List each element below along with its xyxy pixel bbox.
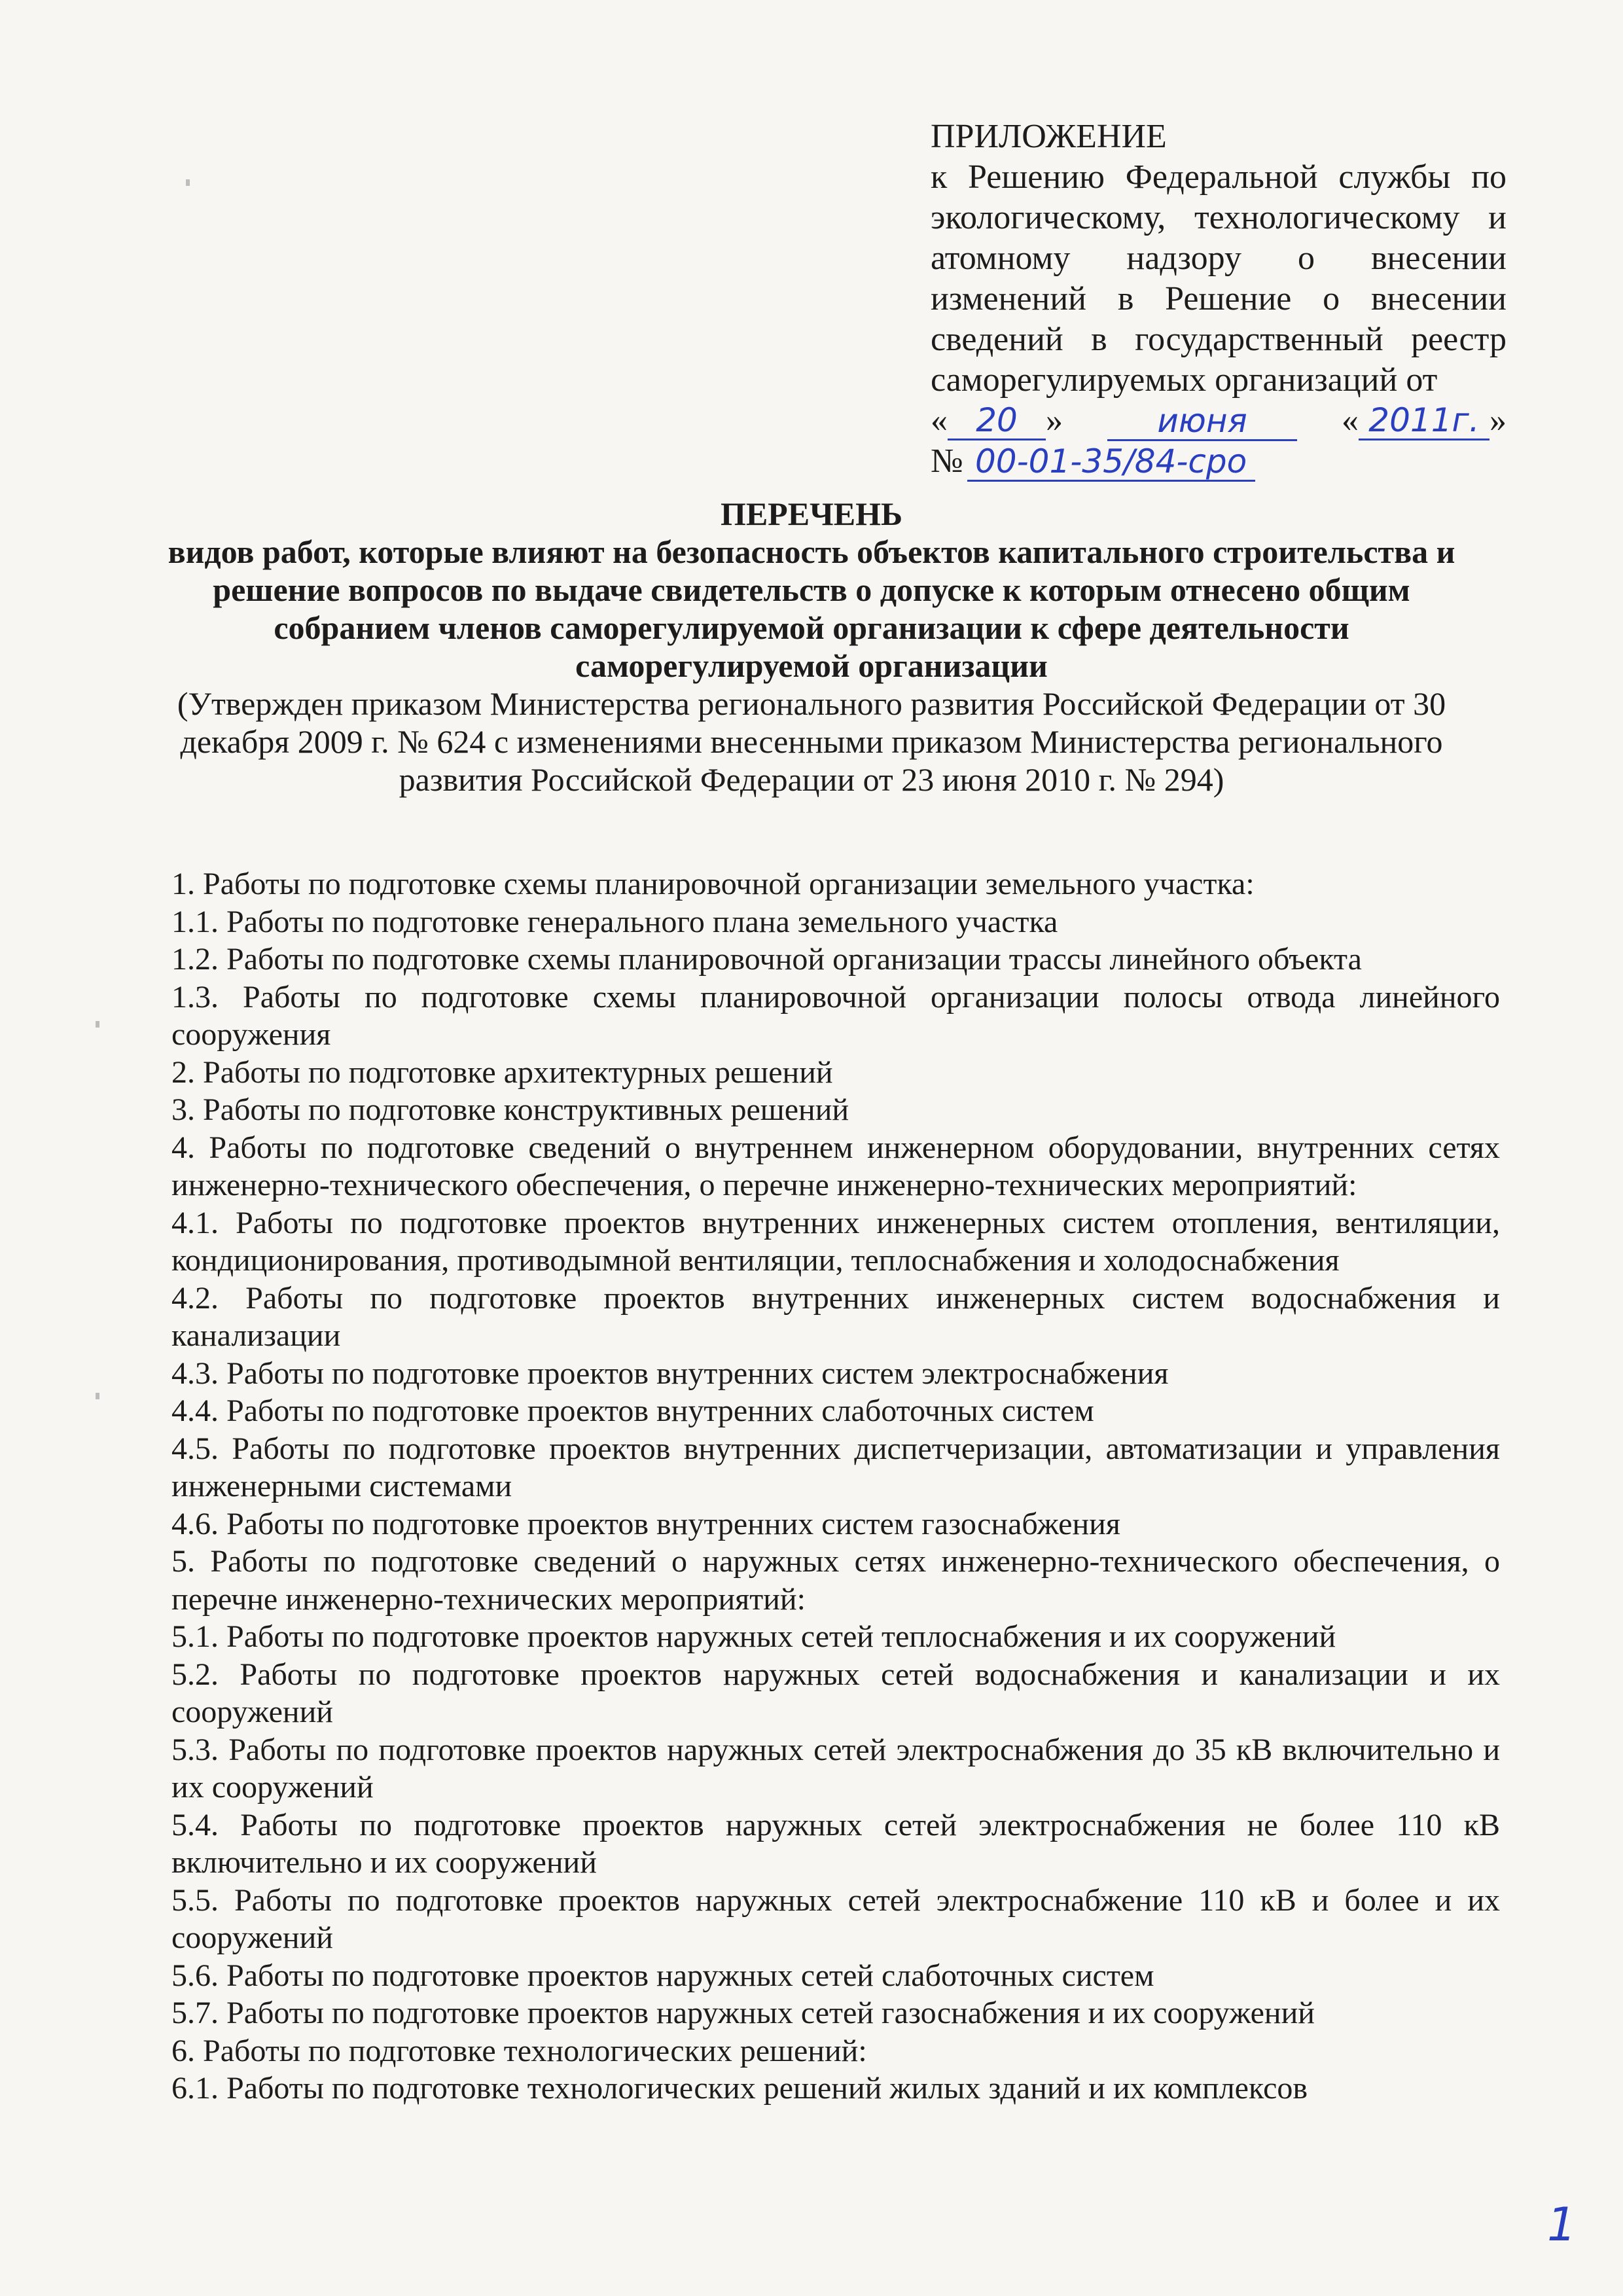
document-title: ПЕРЕЧЕНЬ — [720, 495, 903, 532]
list-item: 4.4. Работы по подготовке проектов внутренних слаботочных систем — [171, 1393, 1094, 1428]
list-item: 4.6. Работы по подготовке проектов внутренних систем газоснабжения — [171, 1506, 1120, 1541]
list-item: 5.5. Работы по подготовке проектов наружных сетей электроснабжение 110 кВ и более и их сооружений — [171, 1882, 1500, 1955]
handwritten-year: 2011г. — [1359, 402, 1489, 440]
list-item: 1. Работы по подготовке схемы планировочной организации земельного участка: — [171, 867, 1255, 901]
handwritten-month: июня — [1107, 403, 1297, 441]
list-item: 5.2. Работы по подготовке проектов наружных сетей водоснабжения и канализации и их сооружений — [171, 1657, 1500, 1729]
works-list — [171, 865, 1500, 2108]
list-item: 1.1. Работы по подготовке генерального плана земельного участка — [171, 904, 1058, 939]
list-item: 4.5. Работы по подготовке проектов внутренних диспетчеризации, автоматизации и управления инженерными системами — [171, 1431, 1500, 1503]
approval-note: (Утвержден приказом Министерства регионального развития Российской Федерации от 30 декабря 2009 г. № 624 с изменениями внесенными приказом Министерства регионального развития Российской Федерации от 23 июня 2010 г. № 294) — [177, 685, 1446, 798]
scan-speck — [96, 1393, 99, 1399]
appendix-block — [931, 117, 1507, 482]
list-item: 5.6. Работы по подготовке проектов наружных сетей слаботочных систем — [171, 1958, 1154, 1993]
handwritten-page-number: 1 — [1547, 2198, 1577, 2251]
document-heading — [157, 495, 1466, 798]
appendix-text: к Решению Федеральной службы по экологическому, технологическому и атомному надзору о внесении изменений в Решение о внесении сведений в государственный реестр саморегулируемых организаций от — [931, 158, 1507, 399]
list-item: 4.1. Работы по подготовке проектов внутренних инженерных систем отопления, вентиляции, кондиционирования, противодымной вентиляции, теплоснабжения и холодоснабжения — [171, 1205, 1500, 1278]
list-item: 1.3. Работы по подготовке схемы планировочной организации полосы отвода линейного сооружения — [171, 979, 1500, 1052]
list-item: 4.3. Работы по подготовке проектов внутренних систем электроснабжения — [171, 1355, 1169, 1391]
handwritten-day: 20 — [948, 402, 1046, 440]
list-item: 5.1. Работы по подготовке проектов наружных сетей теплоснабжения и их сооружений — [171, 1619, 1336, 1654]
appendix-number-line — [931, 441, 1507, 482]
appendix-title: ПРИЛОЖЕНИЕ — [931, 118, 1167, 155]
list-item: 1.2. Работы по подготовке схемы планировочной организации трассы линейного объекта — [171, 942, 1362, 977]
list-item: 5.3. Работы по подготовке проектов наружных сетей электроснабжения до 35 кВ включительно и их сооружений — [171, 1732, 1500, 1804]
list-item: 2. Работы по подготовке архитектурных решений — [171, 1054, 833, 1090]
list-item: 5. Работы по подготовке сведений о наружных сетях инженерно-технического обеспечения, о перечне инженерно-технических мероприятий: — [171, 1544, 1500, 1617]
list-item: 5.7. Работы по подготовке проектов наружных сетей газоснабжения и их сооружений — [171, 1996, 1315, 2030]
document-subtitle: видов работ, которые влияют на безопасность объектов капитального строительства и решение вопросов по выдаче свидетельств о допуске к которым отнесено общим собранием членов саморегулируемой организации к сфере деятельности саморегулируемой организации — [168, 533, 1455, 684]
list-item: 6.1. Работы по подготовке технологических решений жилых зданий и их комплексов — [171, 2071, 1308, 2106]
list-item: 4. Работы по подготовке сведений о внутреннем инженерном оборудовании, внутренних сетях инженерно-технического обеспечения, о перечне инженерно-технических мероприятий: — [171, 1130, 1500, 1202]
list-item: 4.2. Работы по подготовке проектов внутренних инженерных систем водоснабжения и канализации — [171, 1280, 1500, 1353]
handwritten-number: 00-01-35/84-сро — [967, 443, 1255, 482]
scan-speck — [186, 179, 190, 186]
list-item: 6. Работы по подготовке технологических решений: — [171, 2033, 867, 2068]
appendix-date: « 20 » июня « 2011г. » — [931, 401, 1507, 440]
number-sign: № — [931, 442, 963, 480]
scan-speck — [96, 1021, 99, 1028]
list-item: 3. Работы по подготовке конструктивных решений — [171, 1092, 849, 1127]
list-item: 5.4. Работы по подготовке проектов наружных сетей электроснабжения не более 110 кВ включительно и их сооружений — [171, 1807, 1500, 1880]
